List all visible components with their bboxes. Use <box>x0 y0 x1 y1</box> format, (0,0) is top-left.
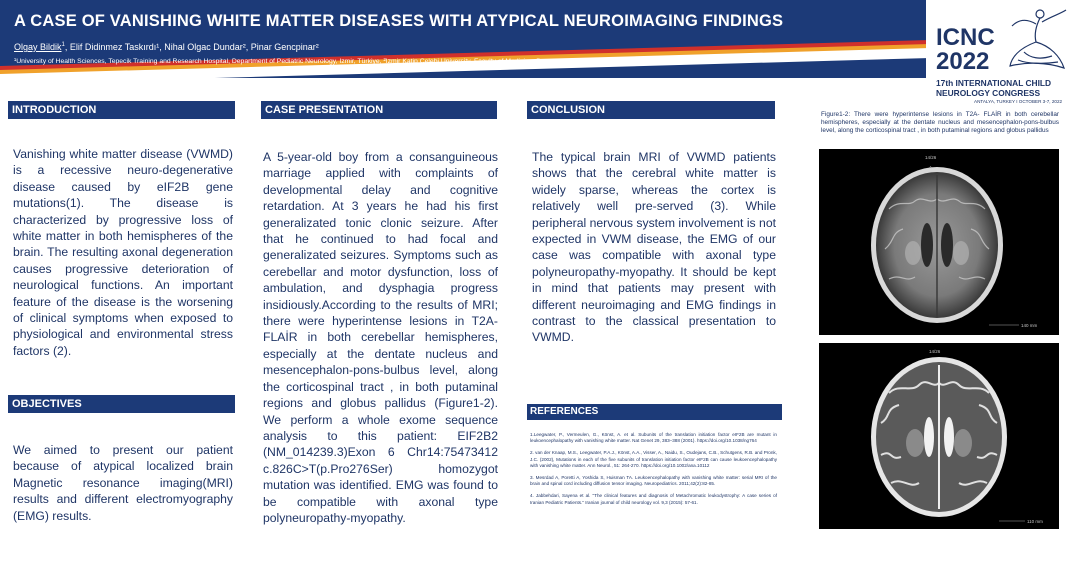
reference-item: 2. van der Knaap, M.S., Leegwater, P.A.J., Könst, A.A., Visser, A., Naidu, S., Oudejans, C.B., Schutgens, R.B. and Pronk, J.C. (2002), Mutations in each of the five subunits of translation initiation factor eIF2B can cause leukoencephalopathy with vanishing white matter. Ann Neurol., 51: 264-270. https://doi.org/10.1002/ana.10112 <box>530 450 777 468</box>
logo-congress-line-2: NEUROLOGY CONGRESS <box>936 88 1041 98</box>
mri-bottom-slice-label: 14/26 <box>929 349 941 354</box>
introduction-heading: INTRODUCTION <box>8 101 235 119</box>
mri-top-slice-label: 14/26 <box>925 155 937 160</box>
references-list <box>530 432 777 512</box>
conclusion-text: The typical brain MRI of VWMD patients shows that the cerebral white matter is widely sparse, whereas the cortex is relatively well pre-served (3). While peripheral nervous system involvement is not expected in VWM disease, the EMG of our case was compatible with axonal type polyneuropathy-myopathy. It should be kept in mind that patients may present with different neuroimaging and EMG findings in contrast to the classical presentation to VWMD. <box>532 150 776 345</box>
mri-top-view-letter: A <box>929 165 933 170</box>
mri-image-flair <box>819 149 1059 335</box>
whirling-dervish-icon <box>1006 4 1068 74</box>
congress-logo <box>930 4 1070 108</box>
mri-image-t2 <box>819 343 1059 529</box>
conclusion-heading: CONCLUSION <box>527 101 775 119</box>
poster-title: A CASE OF VANISHING WHITE MATTER DISEASES WITH ATYPICAL NEUROIMAGING FINDINGS <box>14 12 784 30</box>
author-list <box>14 42 319 52</box>
references-heading: REFERENCES <box>527 404 782 420</box>
logo-acronym: ICNC <box>936 24 995 51</box>
logo-congress-line-1: 17th INTERNATIONAL CHILD <box>936 78 1052 88</box>
poster-header <box>0 0 926 78</box>
case-presentation-heading: CASE PRESENTATION <box>261 101 497 119</box>
case-presentation-text: A 5-year-old boy from a consanguineous marriage applied with complaints of developmental delay and cognitive retardation. At 3 years he had his first generalizated tonic clonic seizure. After that he continued to had focal and generalizated seizures. Symptoms such as cerebellar and motor dysfunction, loss of ambulation, and dysphagia progress insidiously.According to the results of MRI; there were hyperintense lesions in T2A- FLAİR in both cerebellar hemispheres, especially at the dentate nucleus and mesencephalon-pons-bulbus level, along the corticospinal tract , in both putaminal regions and globus pallidus (Figure1-2). We perform a whole exome sequence analysis to this patient: EIF2B2 (NM_014239.3)Exon 6 Chr14:75473412 c.826C>T(p.Pro276Ser) homozygot mutation was identified. EMG was found to be compatible with axonal type polyneuropathy-myopathy. <box>263 150 498 525</box>
mri-brain-axial-bottom <box>819 343 1059 529</box>
introduction-text: Vanishing white matter disease (VWMD) is a recessive neuro-degenerative disease caused by eIF2B gene mutations(1). The disease is characterized by progressive loss of white matter in both hemispheres of the brain. The resulting axonal degeneration causes progressive deterioration of neurological functions. An important feature of the disease is the worsening of clinical symptoms when exposed to physiological and environmental stress factors (2). <box>13 147 233 358</box>
first-author-sup: 1 <box>61 42 65 48</box>
mri-top-scale: 140 mm <box>1021 323 1038 328</box>
objectives-text: We aimed to present our patient because of atypical localized brain Magnetic resonance imaging(MRI) results and different electromyography (EMG) results. <box>13 443 233 523</box>
first-author: Olgay Bildik <box>14 42 62 52</box>
affiliations: ¹University of Health Sciences, Tepecik Training and Research Hospital, Department of Pediatric Neurology, Izmir, Türkiye, ²Izmir Katip Celebi University, Faculty of Medicine, Department of Pediatric Neurology, Izmir, <box>14 58 661 65</box>
mri-brain-axial-top <box>819 149 1059 335</box>
objectives-heading: OBJECTIVES <box>8 395 235 413</box>
reference-item: 3. Mesrdad A, Poretti A, Yoshida S, Huisman TA. Leukoencephalopathy with vanishing white matter: serial MRI of the brain and spinal cord including diffusion tensor imaging. Neuropediatrics. 2011;42(2):82-85. <box>530 475 777 487</box>
other-authors: , Elif Didinmez Taskırdı¹, Nihal Olgac Dundar², Pinar Gencpinar² <box>64 42 319 52</box>
logo-location-dates: ANTALYA, TURKEY I OCTOBER 3-7, 2022 <box>974 99 1063 104</box>
mri-bottom-scale: 110 mm <box>1027 519 1043 524</box>
reference-item: 1.Leegwater, P., Vermeulen, G., Könst, A. et al. Subunits of the translation initiation factor eIF2B are mutant in leukoencephalopathy with vanishing white matter. Nat Genet 29, 383–388 (2001). https://doi.org/10.1038/ng764 <box>530 432 777 444</box>
logo-year: 2022 <box>936 48 990 75</box>
reference-item: 4. Jabbehdari, Sayena et al. "The clinical features and diagnosis of Metachromatic leukodystrophy: A case series of Iranian Pediatric Patients." Iranian journal of child neurology vol. 9,3 (2015): 57-61. <box>530 493 777 505</box>
figure-caption: Figure1-2: There were hyperintense lesions in T2A- FLAİR in both cerebellar hemispheres, especially at the dentate nucleus and mesencephalon-pons-bulbus level, along the corticospinal tract , in both putaminal regions and globus pallidus <box>821 111 1059 134</box>
